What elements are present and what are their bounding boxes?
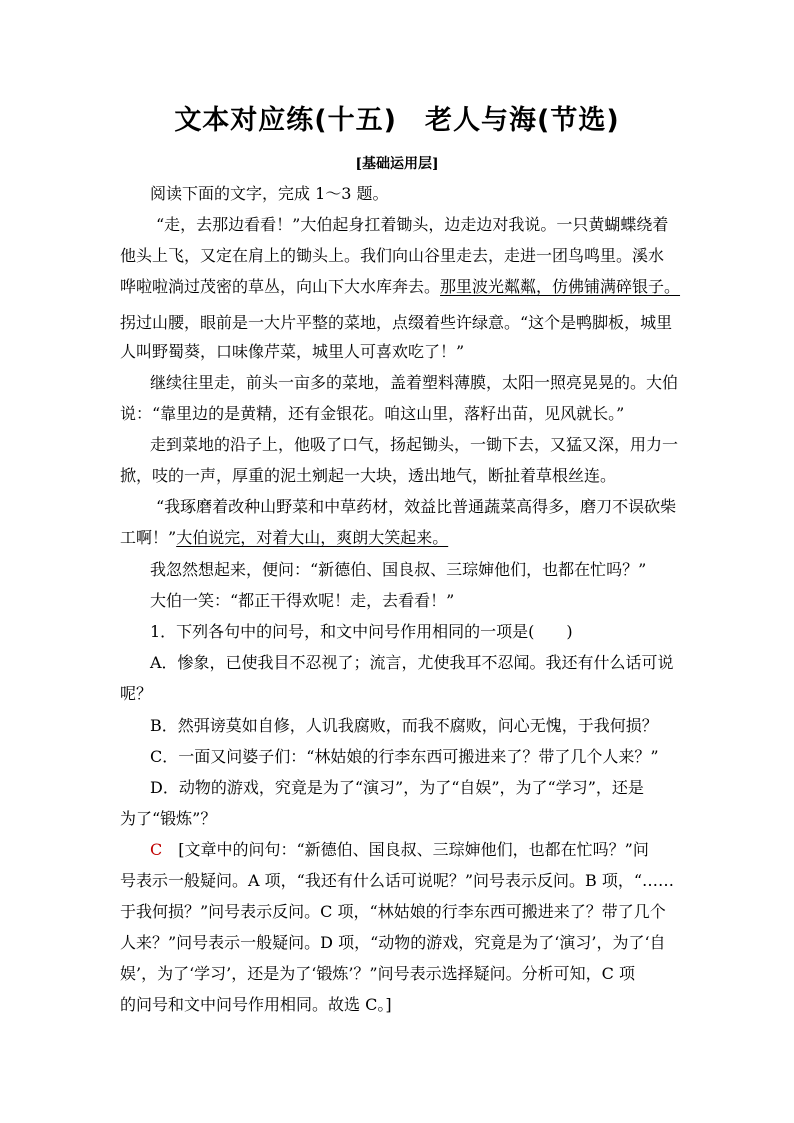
section-label: [基础运用层]	[355, 156, 439, 172]
passage-text: 工啊！”	[120, 528, 177, 547]
question-stem: 1．下列各句中的问号，和文中问号作用相同的一项是( )	[150, 622, 573, 641]
passage-line: 掀，吱的一声，厚重的泥土剜起一大块，透出地气，断扯着草根丝连。	[120, 466, 617, 485]
answer-line: 的问号和文中问号作用相同。故选 C。]	[120, 995, 392, 1014]
passage-line	[120, 277, 680, 297]
underlined-sentence: 大伯说完，对着大山，爽朗大笑起来。	[176, 528, 449, 547]
passage-text: 哗啦啦淌过茂密的草丛，向山下大水库奔去。	[120, 277, 441, 296]
answer-line	[150, 840, 680, 860]
underlined-sentence: 那里波光粼粼，仿佛铺满碎银子。	[440, 277, 681, 296]
option-d-continued: 为了“锻炼”？	[120, 809, 217, 828]
instruction-text: 阅读下面的文字，完成 1～3 题。	[150, 184, 389, 203]
option-a: A．惨象，已使我目不忍视了；流言，尤使我耳不忍闻。我还有什么话可说	[150, 653, 674, 672]
option-c: C．一面又问婆子们：“林姑娘的行李东西可搬进来了？带了几个人来？”	[150, 747, 659, 766]
passage-line	[120, 528, 680, 548]
option-b: B．然弭谤莫如自修，人讥我腐败，而我不腐败，问心无愧，于我何损？	[150, 716, 658, 735]
passage-line: “我琢磨着改种山野菜和中草药材，效益比普通蔬菜高得多，磨刀不误砍柴	[156, 497, 677, 516]
answer-line: 于我何损？”问号表示反问。C 项，“林姑娘的行李东西可搬进来了？带了几个	[120, 902, 666, 921]
answer-letter: C	[150, 840, 163, 859]
passage-line: 人叫野蜀葵，口味像芹菜，城里人可喜欢吃了！”	[120, 342, 465, 361]
page-title: 文本对应练(十五) 老人与海(节选)	[174, 105, 620, 136]
passage-line: 拐过山腰，眼前是一大片平整的菜地，点缀着些许绿意。“这个是鸭脚板，城里	[120, 313, 673, 332]
passage-line: “走，去那边看看！”大伯起身扛着锄头，边走边对我说。一只黄蝴蝶绕着	[156, 215, 669, 234]
passage-line: 我忽然想起来，便问：“新德伯、国良叔、三琮婶他们，也都在忙吗？”	[150, 560, 647, 579]
passage-line: 说：“靠里边的是黄精，还有金银花。咱这山里，落籽出苗，见风就长。”	[120, 404, 625, 423]
passage-line: 他头上飞，又定在肩上的锄头上。我们向山谷里走去，走进一团鸟鸣里。溪水	[120, 246, 665, 265]
answer-explanation: [文章中的问句：“新德伯、国良叔、三琮婶他们，也都在忙吗？”问	[162, 840, 649, 859]
answer-line: 人来？”问号表示一般疑问。D 项，“动物的游戏，究竟是为了‘演习’，为了‘自	[120, 933, 666, 952]
passage-line: 继续往里走，前头一亩多的菜地，盖着塑料薄膜，太阳一照亮晃晃的。大伯	[150, 373, 679, 392]
passage-line: 大伯一笑：“都正干得欢呢！走，去看看！”	[150, 591, 455, 610]
answer-line: 娱’，为了‘学习’，还是为了‘锻炼’？”问号表示选择疑问。分析可知，C 项	[120, 964, 635, 983]
passage-line: 走到菜地的沿子上，他吸了口气，扬起锄头，一锄下去，又猛又深，用力一	[150, 435, 679, 454]
option-a-continued: 呢？	[120, 684, 153, 703]
answer-line: 号表示一般疑问。A 项，“我还有什么话可说呢？”问号表示反问。B 项，“……	[120, 871, 675, 890]
option-d: D．动物的游戏，究竟是为了“演习”，为了“自娱”，为了“学习”，还是	[150, 778, 644, 797]
